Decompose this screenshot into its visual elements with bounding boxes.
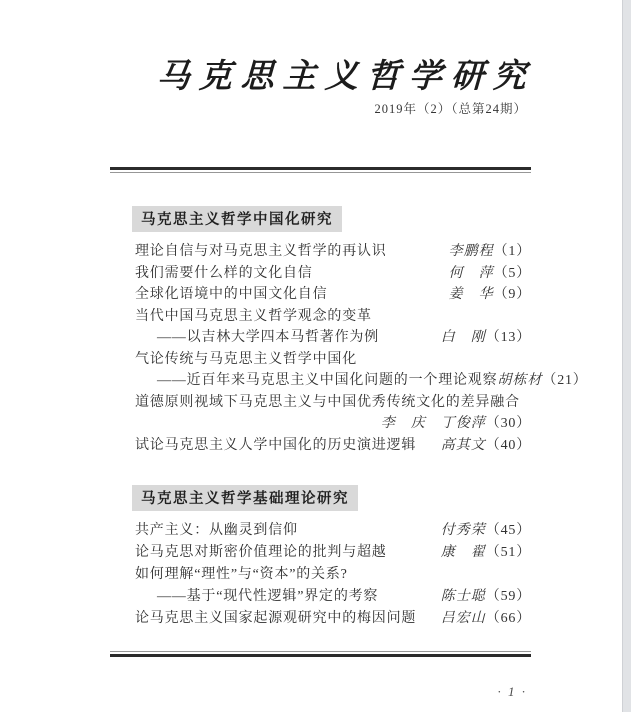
entry-page-number: （30）	[485, 416, 531, 431]
toc-entry	[110, 241, 531, 263]
section-heading-sinicization: 马克思主义哲学中国化研究	[132, 206, 342, 232]
entry-author: 康 翟	[440, 545, 486, 560]
section-entry-list	[110, 241, 588, 456]
entry-author: 何 萍	[448, 265, 494, 281]
entry-page-number: （59）	[485, 589, 531, 604]
entry-title: ——基于“现代性逻辑”界定的考察	[157, 589, 379, 604]
entry-page-number: （40）	[485, 437, 531, 453]
entry-author: 付秀荣	[440, 523, 486, 538]
bottom-double-rule	[110, 651, 531, 657]
toc-entry	[110, 327, 531, 349]
entry-page-number: （1）	[493, 244, 531, 259]
toc-entry	[110, 284, 531, 306]
toc-entry	[110, 306, 531, 328]
toc-entry	[110, 564, 531, 586]
toc-entry	[110, 520, 531, 542]
entry-title: 全球化语境中的中国文化自信	[135, 287, 328, 302]
toc-entry	[110, 413, 531, 435]
entry-page-number: （5）	[493, 265, 531, 281]
entry-author: 李鹏程	[448, 244, 494, 259]
scan-edge-strip	[622, 0, 631, 712]
journal-title: 马克思主义哲学研究	[156, 59, 536, 95]
entry-title: 我们需要什么样的文化自信	[135, 265, 313, 281]
toc-entry	[110, 263, 531, 285]
toc-entry	[110, 370, 588, 392]
entry-author: 姜 华	[448, 287, 494, 302]
toc-entry	[110, 542, 531, 564]
toc-entry	[110, 349, 531, 371]
entry-page-number: （66）	[485, 611, 531, 626]
entry-author: 高其文	[440, 437, 486, 453]
entry-page-number: （21）	[542, 373, 588, 388]
entry-page-number: （9）	[493, 287, 531, 302]
section-heading-basic-theory: 马克思主义哲学基础理论研究	[132, 485, 358, 511]
entry-title: ——近百年来马克思主义中国化问题的一个理论观察	[157, 373, 498, 388]
entry-title: 试论马克思主义人学中国化的历史演进逻辑	[135, 437, 417, 453]
entry-author: 白 刚	[440, 330, 486, 345]
entry-title: 论马克思主义国家起源观研究中的梅因问题	[135, 611, 417, 626]
page-number: · 1 ·	[497, 684, 527, 699]
toc-entry	[110, 586, 531, 608]
toc-entry	[110, 608, 531, 630]
entry-title: 如何理解“理性”与“资本”的关系?	[135, 567, 348, 582]
entry-author: 李 庆 丁俊萍	[380, 416, 486, 431]
entry-page-number: （51）	[485, 545, 531, 560]
entry-author: 吕宏山	[440, 611, 486, 626]
entry-page-number: （13）	[485, 330, 531, 345]
entry-title: 气论传统与马克思主义哲学中国化	[135, 351, 357, 367]
section-entry-list	[110, 520, 531, 630]
issue-line: 2019年（2）（总第24期）	[374, 102, 527, 116]
entry-page-number: （45）	[485, 523, 531, 538]
entry-title: 论马克思对斯密价值理论的批判与超越	[135, 545, 387, 560]
entry-title: 共产主义：从幽灵到信仰	[135, 523, 298, 538]
entry-author: 胡栋材	[497, 373, 543, 388]
toc-entry	[110, 392, 531, 414]
entry-title: 理论自信与对马克思主义哲学的再认识	[135, 244, 387, 259]
toc-entry	[110, 435, 531, 457]
table-of-contents	[110, 170, 588, 630]
entry-author: 陈士聪	[440, 589, 486, 604]
entry-title: 当代中国马克思主义哲学观念的变革	[135, 308, 372, 324]
entry-title: ——以吉林大学四本马哲著作为例	[157, 330, 379, 345]
entry-title: 道德原则视域下马克思主义与中国优秀传统文化的差异融合	[135, 394, 520, 410]
